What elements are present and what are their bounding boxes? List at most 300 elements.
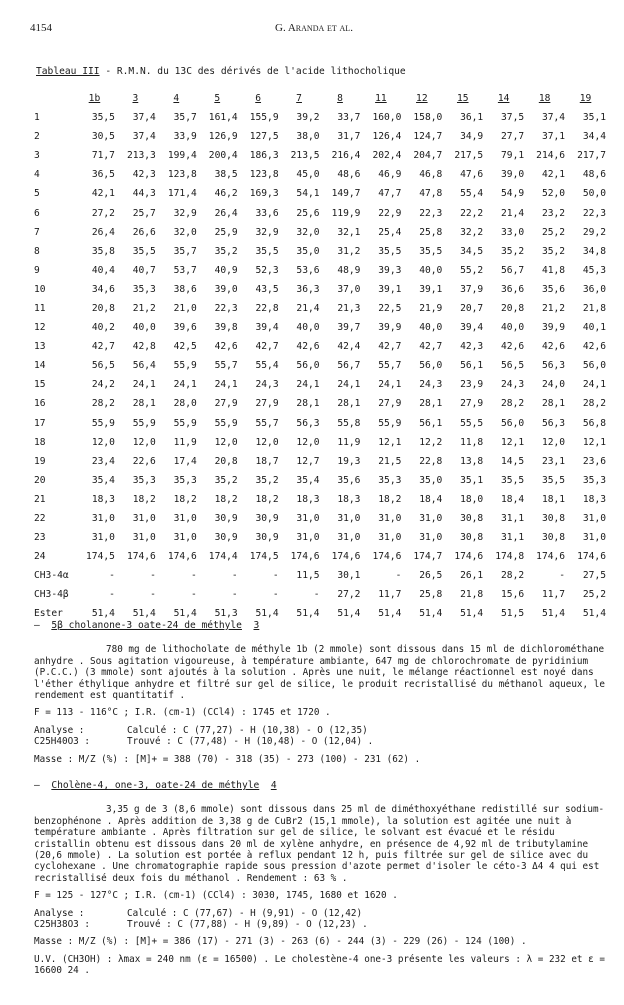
table-cell: 35,3 <box>132 474 156 486</box>
row-label: 20 <box>34 474 46 486</box>
table-cell: 29,2 <box>582 226 606 238</box>
table-cell: 174,6 <box>126 551 156 563</box>
table-cell: 18,3 <box>582 493 606 505</box>
table-cell: 51,4 <box>173 608 197 620</box>
row-label: 18 <box>34 436 46 448</box>
table-cell: 174,6 <box>290 551 320 563</box>
column-header: 12 <box>416 92 428 104</box>
table-cell: 56,4 <box>132 360 156 372</box>
section-2-uv: U.V. (CH3OH) : λmax = 240 nm (ε = 16500) . Le cholestène-4 one-3 présente les valeurs : λ = 232 et ε = 16600 24 . <box>34 953 605 977</box>
table-cell: 23,6 <box>582 455 606 467</box>
table-cell: 35,1 <box>582 112 606 124</box>
table-cell: 56,0 <box>501 417 525 429</box>
table-cell: 26,4 <box>214 207 238 219</box>
row-label: 21 <box>34 493 46 505</box>
table-cell: 51,4 <box>419 608 443 620</box>
table-cell: 37,5 <box>501 112 525 124</box>
table-cell: 31,1 <box>501 513 525 525</box>
table-cell: 37,4 <box>541 112 566 124</box>
table-cell: 41,8 <box>541 264 566 276</box>
table-cell: 26,5 <box>419 570 443 582</box>
section-2-title: Cholène-4, one-3, oate-24 de méthyle <box>51 780 260 791</box>
table-cell: - <box>559 570 566 582</box>
analysis-calculated: Calculé : C (77,67) - H (9,91) - O (12,42) <box>127 907 363 919</box>
table-cell: 31,0 <box>337 532 361 544</box>
table-cell: 35,5 <box>501 474 525 486</box>
table-cell: 123,8 <box>167 169 197 181</box>
table-cell: 11,7 <box>378 589 402 601</box>
table-cell: 34,8 <box>582 245 606 257</box>
table-cell: 56,8 <box>582 417 606 429</box>
page-header <box>30 22 598 36</box>
table-cell: 20,8 <box>91 302 115 314</box>
table-cell: 126,9 <box>208 131 238 143</box>
table-cell: 55,9 <box>132 417 156 429</box>
table-cell: 12,7 <box>296 455 320 467</box>
table-cell: 20,8 <box>214 455 238 467</box>
table-cell: 45,3 <box>582 264 606 276</box>
table-cell: 51,4 <box>541 608 566 620</box>
table-cell: 24,1 <box>173 379 197 391</box>
row-label: 9 <box>34 264 40 276</box>
table-cell: 38,5 <box>214 169 238 181</box>
page-number: 4154 <box>30 22 52 34</box>
row-label: 5 <box>34 188 40 200</box>
table-cell: 199,4 <box>167 150 197 162</box>
table-row <box>34 337 606 356</box>
table-cell: 24,1 <box>337 379 361 391</box>
table-cell: 214,6 <box>536 150 566 162</box>
table-row <box>34 356 606 375</box>
table-cell: 12,2 <box>419 436 443 448</box>
table-cell: 55,9 <box>173 360 197 372</box>
table-caption-text: - R.M.N. du 13C des dérivés de l'acide lithocholique <box>105 66 406 77</box>
table-cell: - <box>272 589 279 601</box>
table-cell: 39,1 <box>419 283 443 295</box>
section-2-heading <box>34 780 608 791</box>
table-cell: 12,1 <box>501 436 525 448</box>
table-cell: 51,4 <box>132 608 156 620</box>
row-label: CH3-4β <box>34 589 69 601</box>
table-cell: 42,5 <box>173 341 197 353</box>
table-cell: 35,5 <box>91 112 115 124</box>
section-2-paragraph: 3,35 g de 3 (8,6 mmole) sont dissous dans 25 ml de diméthoxyéthane redistillé sur sodium-benzophénone . Après addition de 3,38 g de CuBr2 (15,1 mmole), la solution est agitée une nuit à température ambiante . Après filtration sur gel de silice, le solvant est évacué et le résidu cristallin obtenu est dissous dans 20 ml de xylène anhydre, en présence de 4,92 ml de tributylamine (20,6 mmole) . La solution est portée à reflux pendant 12 h, puis filtrée sur gel de silice avec du cyclohexane . Une chromatographie rapide sous pression d'azote permet d'isoler le céto-3 Δ4 4 qui est recristallisé deux fois du méthanol . Rendement : 63 % . <box>34 804 605 884</box>
table-caption <box>36 66 406 77</box>
table-cell: 12,0 <box>541 436 566 448</box>
table-cell: 42,7 <box>378 341 402 353</box>
section-2 <box>34 780 608 977</box>
table-cell: 54,1 <box>296 188 320 200</box>
table-cell: 36,6 <box>501 283 525 295</box>
table-cell: 217,5 <box>454 150 484 162</box>
table-cell: 37,9 <box>460 283 484 295</box>
table-cell: 51,3 <box>214 608 238 620</box>
table-row <box>34 452 606 471</box>
table-cell: 11,9 <box>337 436 361 448</box>
row-label: 11 <box>34 302 46 314</box>
table-cell: 126,4 <box>372 131 402 143</box>
table-cell: 52,3 <box>255 264 279 276</box>
table-cell: 35,7 <box>173 112 197 124</box>
table-cell: 35,7 <box>173 245 197 257</box>
section-1-title: 5β cholanone-3 oate-24 de méthyle <box>51 620 242 631</box>
table-cell: 48,6 <box>582 169 606 181</box>
table-cell: 56,5 <box>501 360 525 372</box>
table-cell: 202,4 <box>372 150 402 162</box>
table-cell: 24,1 <box>214 379 238 391</box>
table-cell: 30,8 <box>460 532 484 544</box>
row-label: 23 <box>34 532 46 544</box>
table-cell: 127,5 <box>249 131 279 143</box>
table-cell: 31,0 <box>173 513 197 525</box>
table-cell: - <box>150 589 156 601</box>
section-2-mass: Masse : M/Z (%) : [M]+ = 386 (17) - 271 (3) - 263 (6) - 244 (3) - 229 (26) - 124 (100) . <box>34 936 527 948</box>
table-cell: 35,2 <box>541 245 566 257</box>
section-1-analysis <box>34 725 608 748</box>
table-cell: 39,8 <box>214 322 238 334</box>
row-label: 8 <box>34 245 40 257</box>
table-cell: - <box>190 589 197 601</box>
table-cell: 42,4 <box>337 341 361 353</box>
table-cell: 12,1 <box>582 436 606 448</box>
table-cell: 47,7 <box>378 188 402 200</box>
table-cell: 18,2 <box>214 493 238 505</box>
table-cell: 56,0 <box>582 360 606 372</box>
column-header: 14 <box>497 92 510 104</box>
table-cell: 40,0 <box>132 322 156 334</box>
table-cell: 25,7 <box>132 207 156 219</box>
table-cell: 24,1 <box>378 379 402 391</box>
table-cell: 124,7 <box>413 131 443 143</box>
table-cell: 28,1 <box>419 398 443 410</box>
table-cell: 48,6 <box>337 169 361 181</box>
table-cell: 40,7 <box>132 264 156 276</box>
table-cell: 174,6 <box>331 551 361 563</box>
analysis-calculated: Calculé : C (77,27) - H (10,38) - O (12,35) <box>127 724 368 736</box>
table-cell: 52,0 <box>541 188 566 200</box>
table-cell: 174,6 <box>577 551 606 563</box>
table-cell: 13,8 <box>460 455 484 467</box>
table-cell: 35,3 <box>582 474 606 486</box>
table-cell: 30,9 <box>255 532 279 544</box>
table-cell: 42,7 <box>419 341 443 353</box>
table-row <box>34 223 606 242</box>
table-cell: 42,7 <box>91 341 115 353</box>
table-cell: 20,7 <box>460 302 484 314</box>
row-label: 4 <box>34 169 40 181</box>
table-cell: - <box>109 570 115 582</box>
table-cell: 160,0 <box>372 112 402 124</box>
table-cell: 15,6 <box>501 589 525 601</box>
table-cell: 24,1 <box>296 379 320 391</box>
section-2-number: 4 <box>270 780 277 791</box>
table-cell: 21,3 <box>337 302 361 314</box>
table-cell: 40,0 <box>419 264 443 276</box>
table-cell: 51,4 <box>337 608 361 620</box>
table-cell: 169,3 <box>249 188 279 200</box>
column-header: 8 <box>337 92 343 104</box>
table-cell: 37,4 <box>132 131 156 143</box>
table-cell: 32,1 <box>337 226 361 238</box>
table-cell: 45,0 <box>296 169 320 181</box>
table-cell: 37,0 <box>337 283 361 295</box>
table-label: Tableau III <box>36 66 100 77</box>
table-cell: 11,9 <box>173 436 197 448</box>
table-cell: 30,8 <box>460 513 484 525</box>
section-1-number: 3 <box>253 620 260 631</box>
table-cell: 12,0 <box>255 436 279 448</box>
table-cell: 12,0 <box>296 436 320 448</box>
table-cell: 50,0 <box>582 188 606 200</box>
table-cell: 36,0 <box>582 283 606 295</box>
table-cell: 18,4 <box>419 493 443 505</box>
table-cell: 37,4 <box>132 112 156 124</box>
table-row <box>34 585 606 604</box>
table-cell: 42,1 <box>541 169 566 181</box>
table-cell: 56,5 <box>91 360 115 372</box>
table-cell: 55,2 <box>460 264 484 276</box>
table-cell: 42,8 <box>132 341 156 353</box>
table-cell: 56,3 <box>296 417 320 429</box>
table-cell: 39,0 <box>501 169 525 181</box>
table-cell: 18,3 <box>296 493 320 505</box>
table-cell: 21,8 <box>460 589 484 601</box>
table-cell: 18,7 <box>255 455 279 467</box>
table-cell: 18,0 <box>460 493 484 505</box>
table-cell: 35,3 <box>132 283 156 295</box>
table-cell: 33,9 <box>173 131 197 143</box>
table-cell: 25,6 <box>296 207 320 219</box>
table-cell: 34,4 <box>582 131 606 143</box>
table-cell: 25,8 <box>419 589 443 601</box>
table-cell: 25,8 <box>419 226 443 238</box>
table-cell: 200,4 <box>208 150 238 162</box>
section-1-heading <box>34 620 608 631</box>
table-cell: 18,3 <box>91 493 115 505</box>
table-cell: 31,0 <box>132 513 156 525</box>
table-cell: 31,0 <box>91 532 115 544</box>
table-cell: 51,4 <box>460 608 484 620</box>
table-cell: 22,9 <box>378 207 402 219</box>
table-cell: 42,1 <box>91 188 115 200</box>
table-cell: 31,1 <box>501 532 525 544</box>
table-cell: 55,4 <box>255 360 279 372</box>
table-cell: 53,7 <box>173 264 197 276</box>
table-cell: 55,8 <box>337 417 361 429</box>
table-cell: 30,9 <box>214 513 238 525</box>
table-cell: 22,8 <box>255 302 279 314</box>
table-cell: 35,4 <box>296 474 320 486</box>
table-cell: 22,6 <box>132 455 156 467</box>
table-cell: 31,0 <box>296 513 320 525</box>
table-cell: 18,2 <box>173 493 197 505</box>
table-cell: 35,5 <box>541 474 566 486</box>
table-cell: 35,3 <box>173 474 197 486</box>
row-label: Ester <box>34 608 63 620</box>
table-row <box>34 528 606 547</box>
table-cell: 174,8 <box>495 551 525 563</box>
table-cell: 174,4 <box>208 551 238 563</box>
table-cell: 18,2 <box>132 493 156 505</box>
table-cell: 24,1 <box>132 379 156 391</box>
table-cell: 213,3 <box>126 150 156 162</box>
table-cell: 56,7 <box>501 264 525 276</box>
analysis-label: Analyse : C25H40O3 : <box>34 724 90 748</box>
table-cell: 46,8 <box>419 169 443 181</box>
table-cell: 32,2 <box>460 226 484 238</box>
table-cell: 55,9 <box>91 417 115 429</box>
table-cell: 31,0 <box>582 532 606 544</box>
table-cell: 217,7 <box>577 150 606 162</box>
table-cell: 35,3 <box>378 474 402 486</box>
column-header: 4 <box>173 92 180 104</box>
table-cell: 22,3 <box>214 302 238 314</box>
table-cell: 33,0 <box>501 226 525 238</box>
table-cell: 17,4 <box>173 455 197 467</box>
table-cell: 35,4 <box>91 474 115 486</box>
table-cell: - <box>109 589 115 601</box>
table-cell: - <box>231 570 238 582</box>
table-row <box>34 203 606 222</box>
section-dash: — <box>34 620 40 631</box>
table-cell: 40,9 <box>214 264 238 276</box>
row-label: 10 <box>34 283 46 295</box>
table-row <box>34 280 606 299</box>
table-cell: 48,9 <box>337 264 361 276</box>
table-cell: 35,5 <box>255 245 279 257</box>
table-row <box>34 184 606 203</box>
table-cell: 39,7 <box>337 322 361 334</box>
table-cell: 11,7 <box>541 589 566 601</box>
table-cell: 31,0 <box>378 513 402 525</box>
table-cell: 39,9 <box>541 322 566 334</box>
table-cell: 42,6 <box>214 341 238 353</box>
table-header-row <box>34 88 606 108</box>
table-cell: 21,5 <box>378 455 402 467</box>
table-cell: 27,9 <box>214 398 238 410</box>
table-cell: 36,5 <box>91 169 115 181</box>
table-cell: 23,2 <box>541 207 566 219</box>
table-cell: 56,3 <box>541 417 566 429</box>
row-label: 13 <box>34 341 46 353</box>
table-cell: 56,0 <box>296 360 320 372</box>
table-cell: 24,0 <box>541 379 566 391</box>
table-cell: 25,2 <box>582 589 606 601</box>
row-label: 12 <box>34 322 46 334</box>
table-cell: 155,9 <box>249 112 279 124</box>
table-cell: 55,4 <box>460 188 484 200</box>
table-cell: 27,9 <box>378 398 402 410</box>
table-cell: 38,0 <box>296 131 320 143</box>
table-cell: 25,9 <box>214 226 238 238</box>
table-cell: 55,7 <box>214 360 238 372</box>
analysis-found: Trouvé : C (77,88) - H (9,89) - O (12,23) . <box>127 919 368 931</box>
table-cell: 35,6 <box>337 474 361 486</box>
table-cell: 18,3 <box>337 493 361 505</box>
table-cell: 12,1 <box>378 436 402 448</box>
table-row <box>34 299 606 318</box>
row-label: 1 <box>34 112 40 124</box>
table-cell: 21,9 <box>419 302 443 314</box>
running-title: G. Aranda et al. <box>275 22 353 34</box>
table-cell: 34,6 <box>91 283 115 295</box>
table-cell: 171,4 <box>167 188 197 200</box>
table-cell: - <box>150 570 156 582</box>
table-row <box>34 566 606 585</box>
table-cell: 32,0 <box>296 226 320 238</box>
table-cell: 35,0 <box>419 474 443 486</box>
table-cell: 39,0 <box>214 283 238 295</box>
table-cell: 40,1 <box>582 322 606 334</box>
table-cell: 35,2 <box>214 245 238 257</box>
table-cell: 24,3 <box>255 379 279 391</box>
table-cell: 174,6 <box>536 551 566 563</box>
table-cell: - <box>313 589 320 601</box>
table-cell: 18,4 <box>501 493 525 505</box>
table-cell: 40,0 <box>296 322 320 334</box>
table-cell: 35,5 <box>378 245 402 257</box>
table-cell: 55,9 <box>173 417 197 429</box>
table-cell: 51,4 <box>91 608 115 620</box>
table-cell: 14,5 <box>501 455 525 467</box>
table-cell: 43,5 <box>255 283 279 295</box>
table-cell: 40,0 <box>419 322 443 334</box>
table-cell: 39,2 <box>296 112 320 124</box>
table-row <box>34 471 606 490</box>
table-cell: 56,1 <box>460 360 484 372</box>
table-cell: 44,3 <box>132 188 156 200</box>
table-cell: 20,8 <box>501 302 525 314</box>
table-row <box>34 318 606 337</box>
table-cell: 21,2 <box>132 302 156 314</box>
table-cell: 32,9 <box>173 207 197 219</box>
section-2-analysis <box>34 908 608 931</box>
table-cell: - <box>231 589 238 601</box>
table-cell: 21,4 <box>296 302 320 314</box>
table-cell: 204,7 <box>413 150 443 162</box>
table-cell: 32,0 <box>173 226 197 238</box>
table-cell: 149,7 <box>331 188 361 200</box>
table-cell: 23,1 <box>541 455 566 467</box>
table-cell: 21,4 <box>501 207 525 219</box>
table-cell: 31,0 <box>91 513 115 525</box>
table-cell: 56,3 <box>541 360 566 372</box>
table-cell: 123,8 <box>249 169 279 181</box>
table-cell: 56,1 <box>419 417 443 429</box>
table-cell: 23,4 <box>91 455 115 467</box>
table-row <box>34 490 606 509</box>
table-cell: 30,8 <box>541 532 566 544</box>
table-cell: - <box>190 570 197 582</box>
table-cell: 22,5 <box>378 302 402 314</box>
table-cell: 54,9 <box>501 188 525 200</box>
table-cell: 21,2 <box>541 302 566 314</box>
table-cell: 28,1 <box>132 398 156 410</box>
table-cell: 55,7 <box>255 417 279 429</box>
column-header: 1b <box>88 92 101 104</box>
table-cell: 40,4 <box>91 264 115 276</box>
table-cell: 27,2 <box>337 589 361 601</box>
table-cell: 28,2 <box>582 398 606 410</box>
column-header: 5 <box>214 92 221 104</box>
table-cell: 56,0 <box>419 360 443 372</box>
table-row <box>34 108 606 127</box>
table-cell: 35,6 <box>541 283 566 295</box>
table-row <box>34 394 606 413</box>
table-cell: 174,6 <box>372 551 402 563</box>
table-cell: 39,1 <box>378 283 402 295</box>
table-cell: 31,0 <box>296 532 320 544</box>
